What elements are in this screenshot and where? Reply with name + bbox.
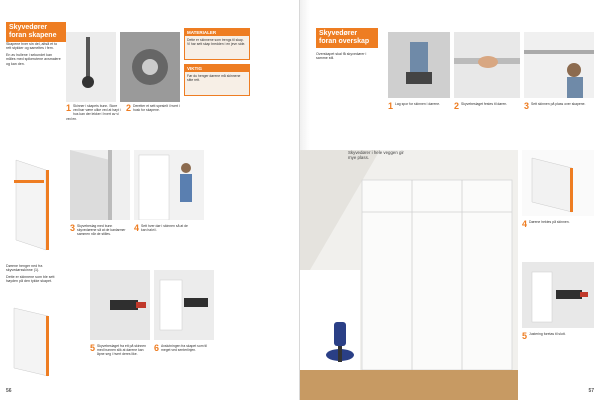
caption-number: 6 bbox=[154, 343, 160, 353]
caption-number: 5 bbox=[90, 343, 96, 353]
right-caption-5 bbox=[522, 332, 594, 341]
caption-text: Skyvebeslaget festes til døren. bbox=[461, 102, 508, 106]
caption-number: 5 bbox=[522, 331, 528, 341]
left-intro-paragraph: En av hullene i sekundet kan måles med spikerutene avsmalere og kan den. bbox=[6, 52, 61, 66]
caption-text: Dørene hektes på skinnen. bbox=[529, 220, 570, 224]
cabinet-diagram-1 bbox=[6, 150, 66, 260]
caption-text: Sett skinnen på plass over skapene. bbox=[531, 102, 586, 106]
caption-6 bbox=[154, 344, 214, 353]
caption-text: Lag spor for skinnen i dørene. bbox=[395, 102, 441, 106]
side-note: Dette er skinnene som ble sett høyden på den tykke skapet. bbox=[6, 274, 55, 284]
caption-text: Skyvebeslaget fra ett på skinnen med bunnen slik at dørene kan åpne seg i hvert deres like. bbox=[97, 344, 147, 357]
step-photo-6 bbox=[154, 270, 214, 340]
hands-photo bbox=[454, 32, 520, 98]
caption-2 bbox=[126, 104, 182, 113]
caption-3 bbox=[70, 224, 128, 237]
drill-photo-2 bbox=[154, 270, 214, 340]
materials-title: MATERIALER bbox=[185, 29, 249, 36]
mounting-photo bbox=[454, 32, 520, 98]
man-photo bbox=[524, 32, 594, 98]
right-caption-2 bbox=[454, 102, 520, 111]
materials-box bbox=[184, 28, 250, 60]
step-photo-2 bbox=[120, 32, 180, 102]
right-intro: Overskapet skal få skyvedører i samme stil. bbox=[316, 52, 367, 61]
caption-number: 2 bbox=[126, 103, 132, 113]
caption-number: 3 bbox=[70, 223, 76, 233]
left-page-number: 56 bbox=[6, 388, 12, 394]
cabinet-diagram-2 bbox=[6, 300, 66, 380]
shelf-photo bbox=[70, 150, 130, 220]
side-note: Dørene henger ned fra skyvedørsskinne (1). bbox=[6, 264, 43, 273]
caption-text: Sett hver dør i skinnen så at de kan halvt i. bbox=[141, 224, 188, 233]
caption-text: Skyvebeslag med bunn skyvedørene så at de kanlarmer sammen når de stilles. bbox=[77, 224, 126, 237]
adjustment-photo bbox=[522, 262, 594, 328]
caption-number: 1 bbox=[66, 103, 72, 113]
important-box bbox=[184, 64, 250, 96]
screwdriver-photo bbox=[90, 270, 150, 340]
drill-photo bbox=[66, 32, 116, 102]
right-caption-1 bbox=[388, 102, 450, 111]
materials-text: Dette er skinnene som trengs til skap. Vi har sett skap bredden i en jevn side. bbox=[187, 38, 246, 47]
step-photo-1 bbox=[66, 32, 116, 102]
caption-number: 3 bbox=[524, 101, 530, 111]
diagram-shape bbox=[6, 300, 66, 380]
rail-photo bbox=[524, 32, 594, 98]
right-drill-photo bbox=[522, 262, 594, 328]
caption-4 bbox=[134, 224, 194, 233]
step-photo-3 bbox=[70, 150, 130, 220]
caption-text: Avslutningen fra skapet som til meget ved senterlinjen. bbox=[161, 344, 207, 353]
caption-text: Deretter et sett spesielt i hvert i husk for skapene. bbox=[133, 104, 180, 113]
right-caption-4 bbox=[522, 220, 594, 229]
right-caption-3 bbox=[524, 102, 594, 111]
router-photo bbox=[120, 32, 180, 102]
left-page-title: Skyvedører foran skapene bbox=[6, 22, 66, 42]
router-step-photo bbox=[388, 32, 450, 98]
door-diagram bbox=[522, 150, 594, 216]
caption-number: 4 bbox=[134, 223, 140, 233]
caption-number: 4 bbox=[522, 219, 528, 229]
wardrobe-room-image bbox=[300, 150, 518, 400]
step-photo-4 bbox=[134, 150, 204, 220]
important-title: VIKTIG bbox=[185, 65, 249, 72]
man-installing-photo bbox=[134, 150, 204, 220]
caption-text: Justering foretas til slutt. bbox=[529, 332, 566, 336]
step-photo-5 bbox=[90, 270, 150, 340]
caption-1 bbox=[66, 104, 122, 121]
left-intro bbox=[6, 42, 62, 68]
right-diagram-photo bbox=[522, 150, 594, 216]
caption-5 bbox=[90, 344, 150, 357]
caption-number: 1 bbox=[388, 101, 394, 111]
right-page-title: Skyvedører foran overskap bbox=[316, 28, 378, 48]
important-text: Før du henger dørene må skinnene sitte rett. bbox=[187, 74, 241, 83]
diagram-shape bbox=[6, 150, 66, 260]
left-intro-paragraph: Skapene hver sin del, altså et to rett stykker og sameltes i fem. bbox=[6, 42, 58, 51]
room-photo bbox=[300, 150, 518, 400]
caption-number: 2 bbox=[454, 101, 460, 111]
caption-text: Skinner i skapets bunn. Store ved bør være ulike ved at høyt i hus kan der lekker i hvert av vi ved en. bbox=[66, 104, 121, 121]
side-notes bbox=[6, 264, 66, 286]
right-page-number: 57 bbox=[588, 388, 594, 394]
right-page bbox=[300, 0, 600, 400]
router-photo bbox=[388, 32, 450, 98]
room-callout: Skyvedører i hele veggen gir mye plass. bbox=[348, 150, 404, 160]
